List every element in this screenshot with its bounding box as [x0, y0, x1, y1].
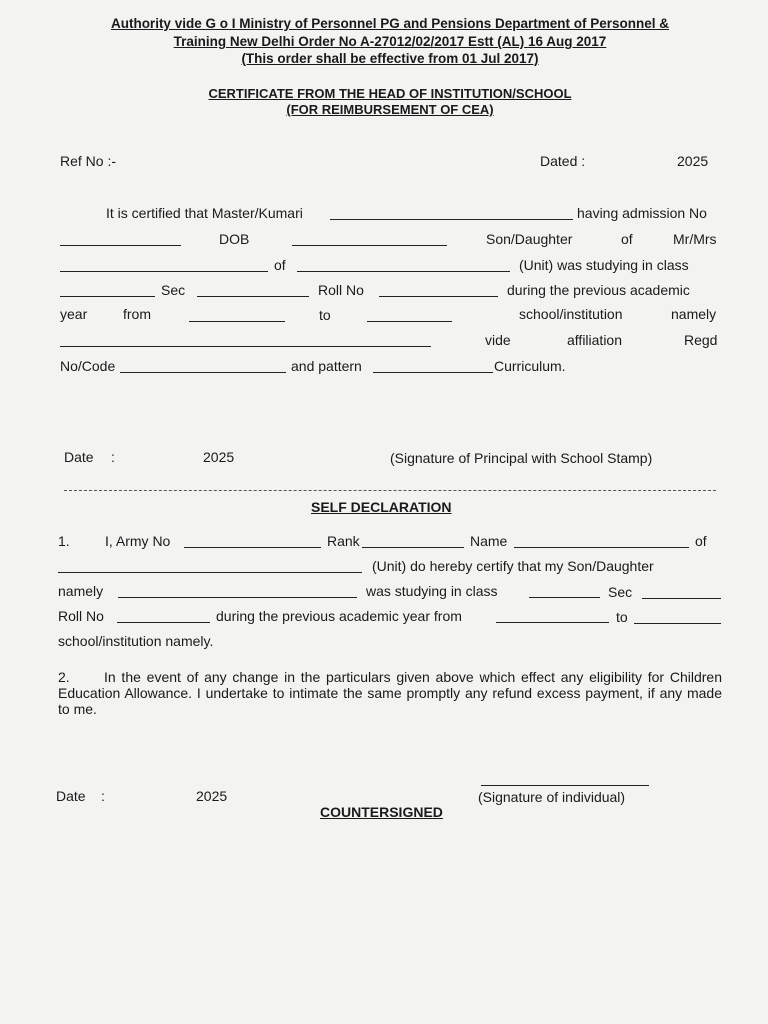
year-label: year: [60, 306, 88, 322]
to-label: to: [319, 307, 331, 323]
parent-name-field[interactable]: [60, 271, 268, 272]
dob-field[interactable]: [292, 245, 447, 246]
during-previous-label: during the previous academic: [507, 282, 690, 298]
countersigned-title: COUNTERSIGNED: [320, 804, 443, 820]
unit-certify-text: (Unit) do hereby certify that my Son/Daughter: [372, 558, 654, 574]
class-field[interactable]: [60, 296, 155, 297]
name-label: Name: [470, 533, 508, 549]
curriculum-label: Curriculum.: [494, 358, 566, 374]
no-code-field[interactable]: [120, 372, 286, 373]
ref-no-label: Ref No :-: [60, 153, 117, 169]
item-2-number: 2.: [58, 669, 70, 685]
roll-no-label: Roll No: [318, 282, 364, 298]
of-label: of: [621, 231, 633, 247]
mr-mrs-label: Mr/Mrs: [673, 231, 717, 247]
dated-year: 2025: [677, 153, 709, 169]
certified-text: It is certified that Master/Kumari: [106, 205, 303, 221]
authority-line-1: Authority vide G o I Ministry of Personnel PG and Pensions Department of Personnel &: [110, 16, 670, 31]
unit-field[interactable]: [297, 271, 510, 272]
from-field[interactable]: [189, 321, 285, 322]
son-daughter-label: Son/Daughter: [486, 231, 573, 247]
sd-roll-no-label: Roll No: [58, 608, 104, 624]
unit-studying-label: (Unit) was studying in class: [519, 257, 689, 273]
authority-line-2: Training New Delhi Order No A-27012/02/2017 Estt (AL) 16 Aug 2017: [173, 34, 607, 49]
admission-no-label: having admission No: [577, 205, 707, 221]
item-1-number: 1.: [58, 533, 70, 549]
roll-no-field[interactable]: [379, 296, 498, 297]
sd-roll-no-field[interactable]: [117, 622, 210, 623]
sd-date-colon: :: [101, 788, 105, 804]
sec-field[interactable]: [197, 296, 309, 297]
school-namely-text: school/institution namely.: [58, 633, 214, 649]
certificate-title: CERTIFICATE FROM THE HEAD OF INSTITUTION/SCHOOL: [208, 86, 572, 101]
was-studying-label: was studying in class: [366, 583, 498, 599]
sd-class-field[interactable]: [529, 597, 600, 598]
sec-label: Sec: [161, 282, 186, 298]
school-name-field[interactable]: [60, 346, 431, 347]
school-institution-label: school/institution: [519, 306, 623, 322]
sd-sec-field[interactable]: [642, 598, 721, 599]
sd-date-year: 2025: [196, 788, 228, 804]
to-field[interactable]: [367, 321, 452, 322]
sd-from-field[interactable]: [496, 622, 609, 623]
principal-signature-label: (Signature of Principal with School Stamp): [390, 450, 653, 466]
cert-date-label: Date: [64, 449, 94, 465]
and-pattern-label: and pattern: [291, 358, 362, 374]
sd-to-label: to: [616, 609, 628, 625]
sd-to-field[interactable]: [634, 623, 721, 624]
army-no-field[interactable]: [184, 547, 321, 548]
sd-unit-field[interactable]: [58, 572, 362, 573]
individual-signature-label: (Signature of individual): [478, 789, 626, 805]
name-field[interactable]: [514, 547, 689, 548]
change-undertaking-text: In the event of any change in the particulars given above which effect any eligibility for Children Education Allowance. I undertake to intimate the same promptly any refund excess payment, if any made to me.: [58, 669, 722, 717]
sd-during-label: during the previous academic year from: [216, 608, 462, 624]
regd-label: Regd: [684, 332, 718, 348]
of-label-3: of: [695, 533, 707, 549]
namely-label: namely: [671, 306, 717, 322]
individual-signature-field[interactable]: [481, 785, 649, 786]
vide-label: vide: [485, 332, 511, 348]
self-declaration-title: SELF DECLARATION: [311, 499, 452, 515]
army-no-label: I, Army No: [105, 533, 171, 549]
sd-date-label: Date: [56, 788, 86, 804]
dob-label: DOB: [219, 231, 250, 247]
child-name-field[interactable]: [118, 597, 357, 598]
affiliation-label: affiliation: [567, 332, 623, 348]
student-name-field[interactable]: [330, 219, 573, 220]
sd-sec-label: Sec: [608, 584, 633, 600]
admission-no-field[interactable]: [60, 245, 181, 246]
rank-field[interactable]: [362, 547, 464, 548]
pattern-field[interactable]: [373, 372, 493, 373]
no-code-label: No/Code: [60, 358, 116, 374]
cert-date-year: 2025: [203, 449, 235, 465]
dated-label: Dated :: [540, 153, 586, 169]
certificate-subtitle: (FOR REIMBURSEMENT OF CEA): [286, 102, 494, 117]
cert-date-colon: :: [111, 449, 115, 465]
of-label-2: of: [274, 257, 286, 273]
sd-namely-label: namely: [58, 583, 104, 599]
rank-label: Rank: [327, 533, 360, 549]
from-label: from: [123, 306, 151, 322]
section-divider: [64, 490, 716, 491]
authority-line-3: (This order shall be effective from 01 Jul 2017): [241, 51, 539, 66]
